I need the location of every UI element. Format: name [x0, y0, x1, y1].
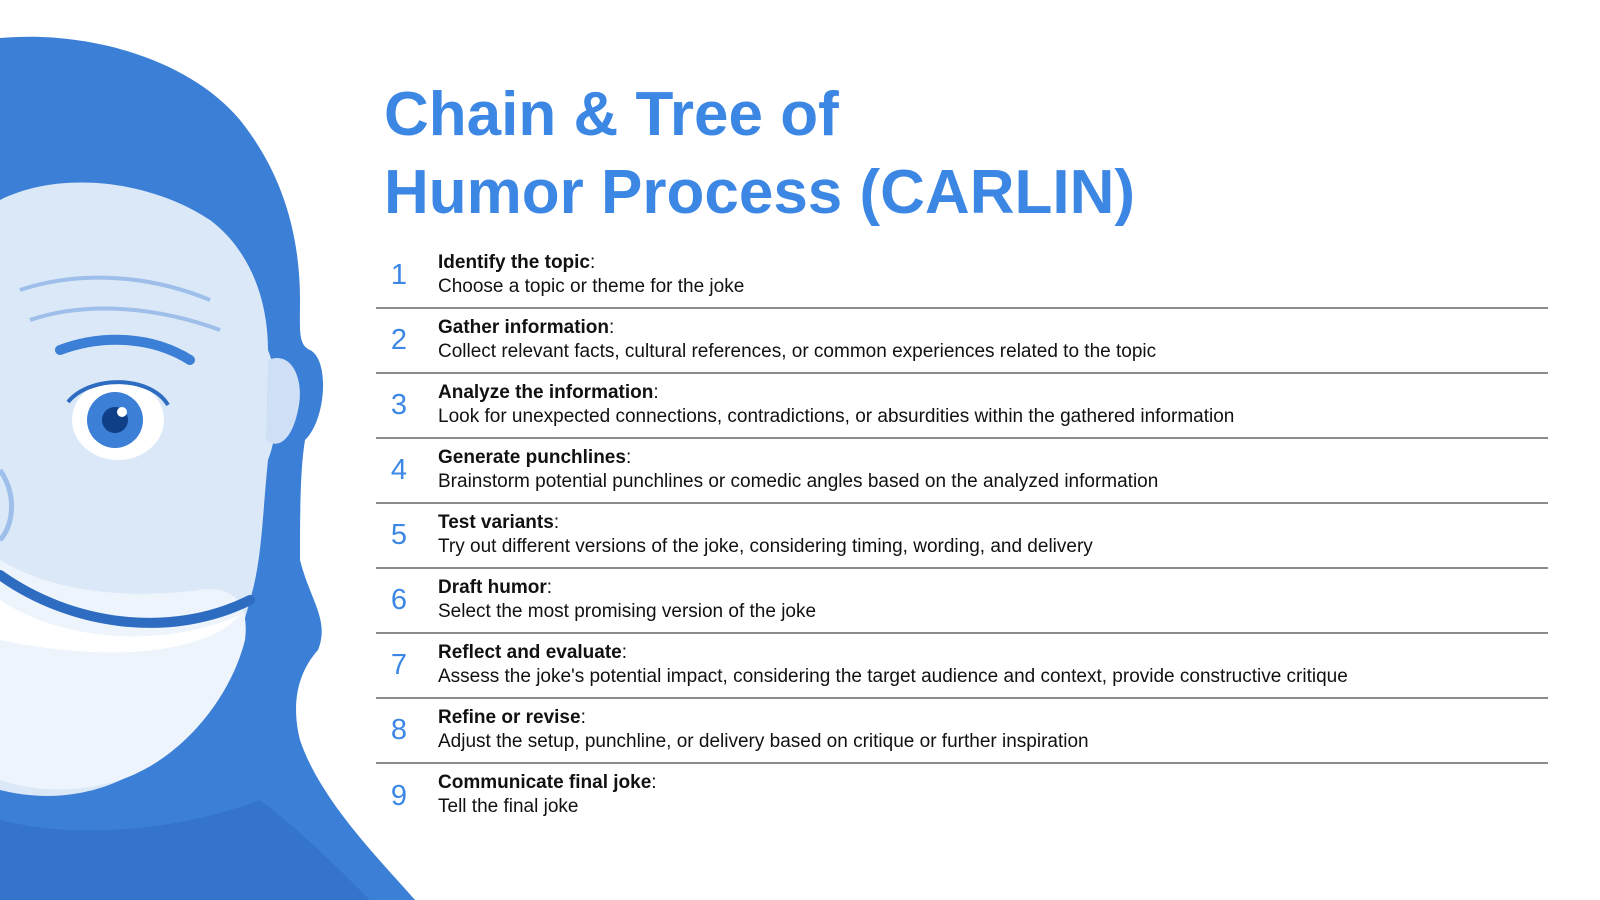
step-description: Choose a topic or theme for the joke: [438, 276, 745, 297]
step-item-6: [376, 569, 1548, 634]
step-title: Generate punchlines: [438, 447, 626, 468]
step-title-suffix: :: [621, 642, 628, 663]
step-content: [438, 251, 744, 299]
step-item-4: [376, 439, 1548, 504]
step-description: Look for unexpected connections, contradictions, or absurdities within the gathered information: [438, 406, 1235, 427]
step-number: 3: [390, 389, 408, 421]
step-title: Test variants: [438, 512, 554, 533]
step-content: [438, 576, 816, 624]
step-item-1: [376, 244, 1548, 309]
step-title: Draft humor: [438, 577, 547, 598]
step-title-suffix: :: [609, 317, 615, 338]
step-title-suffix: :: [625, 447, 632, 468]
step-title: Identify the topic: [438, 252, 590, 273]
step-item-2: [376, 309, 1548, 374]
step-number: 2: [390, 324, 408, 356]
step-title-suffix: :: [651, 772, 657, 793]
step-content: [438, 771, 657, 819]
step-title-suffix: :: [580, 707, 586, 728]
slide-title: [384, 76, 1135, 232]
slide-title-line-1: Chain & Tree of: [384, 80, 839, 149]
step-content: [438, 706, 1089, 754]
step-content: [438, 641, 1348, 689]
step-title-suffix: :: [590, 252, 596, 273]
step-number: 7: [390, 649, 408, 681]
step-title: Reflect and evaluate: [438, 642, 622, 663]
steps-list: [376, 244, 1548, 829]
step-description: Assess the joke's potential impact, considering the target audience and context, provide constructive critique: [438, 666, 1348, 687]
step-title: Refine or revise: [438, 707, 581, 728]
step-title-suffix: :: [553, 512, 560, 533]
step-number: 1: [390, 259, 408, 291]
step-title-suffix: :: [546, 577, 553, 598]
step-content: [438, 446, 1158, 494]
step-item-3: [376, 374, 1548, 439]
step-description: Select the most promising version of the joke: [438, 601, 817, 622]
step-title-suffix: :: [653, 382, 659, 403]
step-title: Gather information: [438, 317, 610, 338]
step-number: 6: [390, 584, 408, 616]
step-item-8: [376, 699, 1548, 764]
step-item-7: [376, 634, 1548, 699]
step-content: [438, 381, 1234, 429]
step-description: Try out different versions of the joke, considering timing, wording, and delivery: [438, 536, 1093, 557]
step-title: Communicate final joke: [438, 772, 652, 793]
step-number: 9: [390, 780, 408, 812]
step-number: 5: [390, 519, 408, 551]
step-content: [438, 511, 1093, 559]
slide-title-line-2: Humor Process (CARLIN): [384, 158, 1135, 227]
step-number: 4: [390, 454, 408, 486]
step-content: [438, 316, 1156, 364]
step-description: Collect relevant facts, cultural references, or common experiences related to the topic: [438, 341, 1157, 362]
step-item-9: [376, 764, 1548, 829]
step-number: 8: [390, 714, 408, 746]
portrait-image: [0, 0, 440, 900]
step-item-5: [376, 504, 1548, 569]
step-description: Brainstorm potential punchlines or comedic angles based on the analyzed information: [438, 471, 1159, 492]
step-description: Tell the final joke: [438, 796, 579, 817]
step-title: Analyze the information: [438, 382, 654, 403]
step-description: Adjust the setup, punchline, or delivery based on critique or further inspiration: [438, 731, 1089, 752]
